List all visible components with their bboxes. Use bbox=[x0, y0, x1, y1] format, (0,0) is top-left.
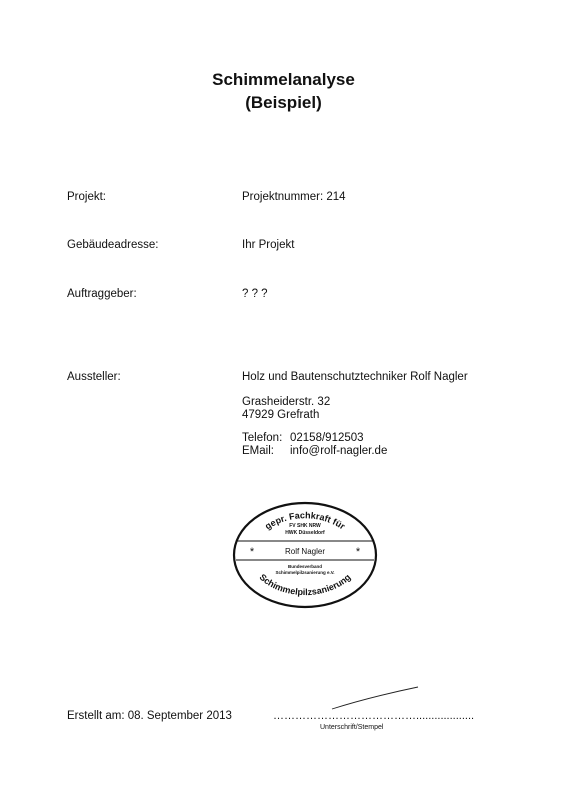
stamp bbox=[230, 500, 380, 610]
email-value: info@rolf-nagler.de bbox=[290, 445, 388, 457]
stamp-line1: FV SHK NRW bbox=[289, 523, 321, 529]
star-icon: * bbox=[355, 546, 361, 558]
email-row bbox=[242, 445, 387, 457]
created-date: Erstellt am: 08. September 2013 bbox=[67, 710, 232, 722]
document-title: Schimmelanalyse bbox=[212, 70, 355, 89]
phone-row bbox=[242, 432, 364, 444]
svg-text:Schimmelpilzsanierung bbox=[258, 572, 353, 597]
stamp-bottom-arc: Schimmelpilzsanierung bbox=[257, 571, 353, 598]
stamp-name: Rolf Nagler bbox=[284, 547, 326, 556]
stamp-line4: Schimmelpilzsanierung e.V. bbox=[275, 570, 335, 575]
signature-line: …………………………………................... bbox=[273, 710, 475, 722]
star-icon: * bbox=[249, 546, 255, 558]
stamp-top-arc: gepr. Fachkraft für bbox=[263, 510, 347, 532]
aussteller-label: Aussteller: bbox=[67, 371, 121, 383]
auftraggeber-label: Auftraggeber: bbox=[67, 288, 137, 300]
stamp-line2: HWK Düsseldorf bbox=[285, 530, 325, 536]
email-label: EMail: bbox=[242, 445, 274, 457]
phone-label: Telefon: bbox=[242, 432, 283, 444]
phone-value: 02158/912503 bbox=[290, 432, 364, 444]
auftraggeber-value: ? ? ? bbox=[242, 288, 268, 300]
document-subtitle: (Beispiel) bbox=[245, 93, 322, 112]
projekt-label: Projekt: bbox=[67, 191, 106, 203]
stamp-line3: Bundesverband bbox=[287, 564, 323, 569]
adresse-value: Ihr Projekt bbox=[242, 239, 295, 251]
projekt-value: Projektnummer: 214 bbox=[242, 191, 346, 203]
signature-stroke bbox=[330, 683, 420, 713]
adresse-label: Gebäudeadresse: bbox=[67, 239, 159, 251]
aussteller-name: Holz und Bautenschutztechniker Rolf Nagler bbox=[242, 371, 468, 383]
signature-caption: Unterschrift/Stempel bbox=[320, 724, 384, 731]
aussteller-city: 47929 Grefrath bbox=[242, 409, 320, 421]
aussteller-street: Grasheiderstr. 32 bbox=[242, 396, 331, 408]
